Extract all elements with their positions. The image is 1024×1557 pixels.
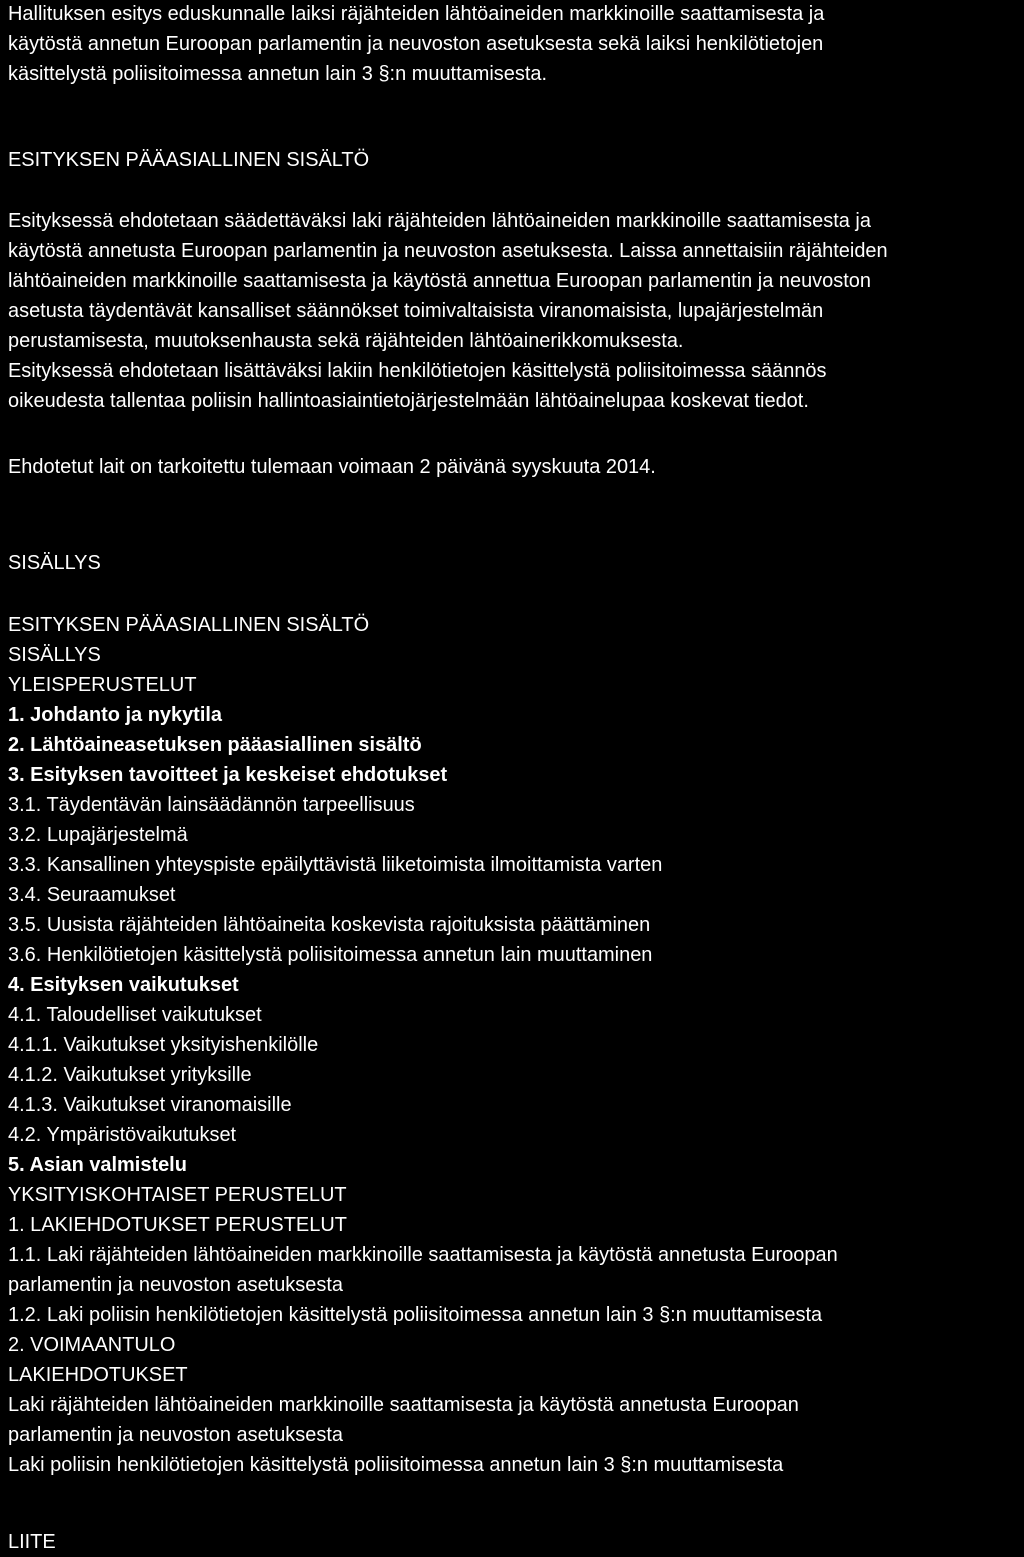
summary-heading: ESITYKSEN PÄÄASIALLINEN SISÄLTÖ xyxy=(8,149,370,171)
document-title xyxy=(8,0,1020,89)
toc-item: 3.6. Henkilötietojen käsittelystä poliisitoimessa annetun lain muuttaminen xyxy=(8,944,653,966)
toc-item: SISÄLLYS xyxy=(8,644,101,666)
toc-item: 5. Asian valmistelu xyxy=(8,1154,187,1176)
toc-item: 4.1. Taloudelliset vaikutukset xyxy=(8,1004,262,1026)
toc-item: Laki räjähteiden lähtöaineiden markkinoille saattamisesta ja käytöstä annetusta Euroopan xyxy=(8,1394,799,1416)
summary-line: asetusta täydentävät kansalliset säännökset toimivaltaisista viranomaisista, lupajärjestelmän xyxy=(8,300,824,322)
toc-item: LAKIEHDOTUKSET xyxy=(8,1364,188,1386)
toc-item: 3.3. Kansallinen yhteyspiste epäilyttävistä liiketoimista ilmoittamista varten xyxy=(8,854,663,876)
summary-line: perustamisesta, muutoksenhausta sekä räjähteiden lähtöainerikkomuksesta. xyxy=(8,330,684,352)
appendix-block xyxy=(8,1527,1020,1557)
toc-item: 1. Johdanto ja nykytila xyxy=(8,704,222,726)
toc-item: YLEISPERUSTELUT xyxy=(8,674,197,696)
toc-item: 4.2. Ympäristövaikutukset xyxy=(8,1124,237,1146)
title-line: käytöstä annetun Euroopan parlamentin ja neuvoston asetuksesta sekä laiksi henkilötietojen xyxy=(8,33,824,55)
toc-item: 1.1. Laki räjähteiden lähtöaineiden markkinoille saattamisesta ja käytöstä annetusta Euroopan xyxy=(8,1244,838,1266)
toc-item: ESITYKSEN PÄÄASIALLINEN SISÄLTÖ xyxy=(8,614,370,636)
summary-line: Esityksessä ehdotetaan säädettäväksi laki räjähteiden lähtöaineiden markkinoille saattamisesta ja xyxy=(8,210,871,232)
toc-item: 4.1.2. Vaikutukset yrityksille xyxy=(8,1064,252,1086)
toc-item: 1.2. Laki poliisin henkilötietojen käsittelystä poliisitoimessa annetun lain 3 §:n muuttamisesta xyxy=(8,1304,823,1326)
toc-item: 3.4. Seuraamukset xyxy=(8,884,176,906)
entry-into-force-block xyxy=(8,452,1020,482)
toc-item: 4.1.3. Vaikutukset viranomaisille xyxy=(8,1094,292,1116)
toc-item: parlamentin ja neuvoston asetuksesta xyxy=(8,1274,343,1296)
toc-item: YKSITYISKOHTAISET PERUSTELUT xyxy=(8,1184,347,1206)
title-line: käsittelystä poliisitoimessa annetun lain 3 §:n muuttamisesta. xyxy=(8,63,548,85)
entry-into-force: Ehdotetut lait on tarkoitettu tulemaan voimaan 2 päivänä syyskuuta 2014. xyxy=(8,456,656,478)
summary-heading-block xyxy=(8,145,1020,175)
toc-item: 3.5. Uusista räjähteiden lähtöaineita koskevista rajoituksista päättäminen xyxy=(8,914,651,936)
toc-item: 3.1. Täydentävän lainsäädännön tarpeellisuus xyxy=(8,794,415,816)
toc-item: Laki poliisin henkilötietojen käsittelystä poliisitoimessa annetun lain 3 §:n muuttamisesta xyxy=(8,1454,784,1476)
title-line: Hallituksen esitys eduskunnalle laiksi räjähteiden lähtöaineiden markkinoille saattamisesta ja xyxy=(8,3,825,25)
toc-item: 2. Lähtöaineasetuksen pääasiallinen sisältö xyxy=(8,734,422,756)
table-of-contents xyxy=(8,610,1020,1480)
summary-line: Esityksessä ehdotetaan lisättäväksi lakiin henkilötietojen käsittelystä poliisitoimessa säännös xyxy=(8,360,827,382)
toc-item: parlamentin ja neuvoston asetuksesta xyxy=(8,1424,343,1446)
toc-item: 1. LAKIEHDOTUKSET PERUSTELUT xyxy=(8,1214,347,1236)
summary-line: oikeudesta tallentaa poliisin hallintoasiaintietojärjestelmään lähtöainelupaa koskevat tiedot. xyxy=(8,390,809,412)
toc-item: 2. VOIMAANTULO xyxy=(8,1334,176,1356)
toc-heading: SISÄLLYS xyxy=(8,552,101,574)
toc-heading-block xyxy=(8,548,1020,578)
toc-item: 3.2. Lupajärjestelmä xyxy=(8,824,188,846)
summary-line: käytöstä annetusta Euroopan parlamentin ja neuvoston asetuksesta. Laissa annettaisiin räjähteiden xyxy=(8,240,888,262)
summary-line: lähtöaineiden markkinoille saattamisesta ja käytöstä annettua Euroopan parlamentin ja neuvoston xyxy=(8,270,871,292)
toc-item: 4. Esityksen vaikutukset xyxy=(8,974,239,996)
appendix-label: LIITE xyxy=(8,1531,56,1553)
summary-body xyxy=(8,206,1020,416)
toc-item: 3. Esityksen tavoitteet ja keskeiset ehdotukset xyxy=(8,764,448,786)
toc-item: 4.1.1. Vaikutukset yksityishenkilölle xyxy=(8,1034,319,1056)
